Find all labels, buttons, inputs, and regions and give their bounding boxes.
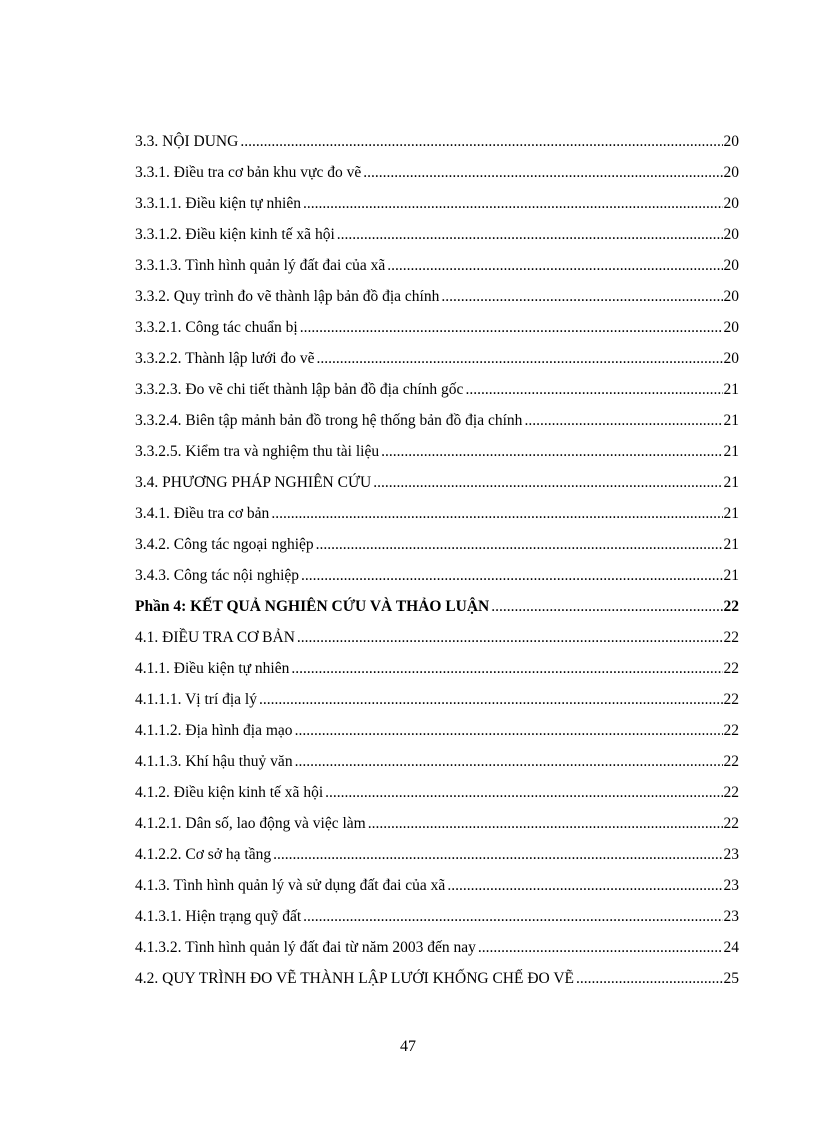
toc-entry-title: 4.2. QUY TRÌNH ĐO VẼ THÀNH LẬP LƯỚI KHỐNG CHẾ ĐO VẼ [135, 970, 574, 987]
toc-entry-title: 4.1.3.1. Hiện trạng quỹ đất [135, 908, 302, 925]
toc-leader-dots [368, 813, 723, 835]
toc-leader-dots [273, 844, 722, 866]
toc-leader-dots [303, 193, 723, 215]
toc-entry [135, 782, 739, 813]
toc-entry-page: 23 [723, 877, 739, 894]
toc-entry [135, 875, 739, 906]
toc-entry [135, 534, 739, 565]
toc-entry-page: 23 [723, 908, 739, 925]
toc-leader-dots [373, 472, 722, 494]
toc-entry-title: 3.4.2. Công tác ngoại nghiệp [135, 536, 314, 553]
toc-leader-dots [301, 565, 722, 587]
toc-entry-title: 3.3.2.5. Kiểm tra và nghiệm thu tài liệu [135, 443, 380, 460]
toc-leader-dots [300, 317, 723, 339]
toc-entry [135, 906, 739, 937]
toc-entry-title: 3.3.1.3. Tình hình quản lý đất đai của xã [135, 257, 386, 274]
toc-entry-page: 20 [723, 257, 739, 274]
toc-leader-dots [259, 689, 723, 711]
toc-leader-dots [478, 937, 723, 959]
toc-entry-title: Phần 4: KẾT QUẢ NGHIÊN CỨU VÀ THẢO LUẬN [135, 598, 490, 615]
toc-entry-page: 22 [723, 598, 739, 615]
toc-entry-title: 4.1.2.1. Dân số, lao động và việc làm [135, 815, 366, 832]
toc-leader-dots [240, 131, 722, 153]
toc-entry-title: 4.1.3.2. Tình hình quản lý đất đai từ năm 2003 đến nay [135, 939, 476, 956]
toc-entry-page: 22 [723, 691, 739, 708]
toc-entry-title: 3.3.2. Quy trình đo vẽ thành lập bản đồ địa chính [135, 288, 440, 305]
toc-entry-title: 3.4.3. Công tác nội nghiệp [135, 567, 300, 584]
toc-entry [135, 162, 739, 193]
toc-entry-title: 3.3.2.4. Biên tập mảnh bản đồ trong hệ thống bản đồ địa chính [135, 412, 523, 429]
toc-entry [135, 441, 739, 472]
toc-leader-dots [465, 379, 722, 401]
toc-entry-page: 20 [723, 133, 739, 150]
toc-entry-page: 22 [723, 815, 739, 832]
toc-entry-title: 3.3.2.1. Công tác chuẩn bị [135, 319, 298, 336]
toc-entry-page: 20 [723, 350, 739, 367]
toc-entry-title: 3.3. NỘI DUNG [135, 133, 239, 150]
toc-entry-page: 22 [723, 753, 739, 770]
toc-entry-page: 21 [723, 381, 739, 398]
toc-leader-dots [316, 534, 723, 556]
toc-entry [135, 224, 739, 255]
toc-entry-title: 4.1.1. Điều kiện tự nhiên [135, 660, 290, 677]
toc-entry-title: 3.3.1.1. Điều kiện tự nhiên [135, 195, 301, 212]
toc-leader-dots [295, 751, 723, 773]
toc-entry-page: 22 [723, 660, 739, 677]
toc-entry-title: 4.1. ĐIỀU TRA CƠ BẢN [135, 629, 295, 646]
toc-entry [135, 503, 739, 534]
toc-entry-title: 4.1.1.1. Vị trí địa lý [135, 691, 257, 708]
toc-entry [135, 813, 739, 844]
toc-leader-dots [297, 627, 723, 649]
toc-entry [135, 720, 739, 751]
toc-leader-dots [295, 720, 723, 742]
toc-entry [135, 193, 739, 224]
toc-leader-dots [524, 410, 722, 432]
toc-entry [135, 317, 739, 348]
toc-entry-page: 20 [723, 319, 739, 336]
toc-entry-page: 25 [723, 970, 739, 987]
toc-entry-page: 21 [723, 536, 739, 553]
toc-entry-page: 21 [723, 412, 739, 429]
toc-leader-dots [291, 658, 722, 680]
toc-entry-page: 20 [723, 164, 739, 181]
toc-entry [135, 937, 739, 968]
toc-leader-dots [576, 968, 723, 990]
toc-entry-title: 4.1.1.2. Địa hình địa mạo [135, 722, 293, 739]
toc-entry-page: 21 [723, 474, 739, 491]
toc-entry-page: 23 [723, 846, 739, 863]
toc-leader-dots [447, 875, 722, 897]
table-of-contents [135, 131, 739, 999]
toc-entry-title: 4.1.2. Điều kiện kinh tế xã hội [135, 784, 324, 801]
toc-entry-title: 3.3.2.3. Đo vẽ chi tiết thành lập bản đồ địa chính gốc [135, 381, 464, 398]
toc-leader-dots [363, 162, 722, 184]
toc-entry-title: 3.3.1.2. Điều kiện kinh tế xã hội [135, 226, 335, 243]
toc-entry-title: 4.1.3. Tình hình quản lý và sử dụng đất đai của xã [135, 877, 446, 894]
toc-entry-page: 20 [723, 288, 739, 305]
toc-leader-dots [271, 503, 722, 525]
toc-entry [135, 286, 739, 317]
toc-entry-page: 22 [723, 629, 739, 646]
toc-entry [135, 751, 739, 782]
toc-entry-title: 3.4. PHƯƠNG PHÁP NGHIÊN CỨU [135, 474, 372, 491]
toc-entry [135, 689, 739, 720]
toc-entry [135, 565, 739, 596]
toc-entry-page: 21 [723, 567, 739, 584]
toc-leader-dots [316, 348, 722, 370]
toc-entry [135, 627, 739, 658]
toc-entry [135, 131, 739, 162]
toc-leader-dots [325, 782, 722, 804]
toc-entry-page: 20 [723, 195, 739, 212]
toc-entry-title: 4.1.2.2. Cơ sở hạ tầng [135, 846, 272, 863]
toc-leader-dots [381, 441, 722, 463]
toc-entry-page: 22 [723, 722, 739, 739]
toc-entry-page: 21 [723, 505, 739, 522]
toc-entry-page: 22 [723, 784, 739, 801]
toc-entry [135, 255, 739, 286]
toc-entry [135, 410, 739, 441]
toc-leader-dots [441, 286, 722, 308]
toc-entry-title: 3.3.2.2. Thành lập lưới đo vẽ [135, 350, 315, 367]
toc-entry [135, 596, 739, 627]
toc-entry [135, 379, 739, 410]
toc-entry [135, 472, 739, 503]
toc-leader-dots [337, 224, 723, 246]
toc-entry [135, 844, 739, 875]
toc-entry-page: 24 [723, 939, 739, 956]
toc-leader-dots [491, 596, 722, 618]
toc-entry [135, 658, 739, 689]
toc-entry-title: 3.3.1. Điều tra cơ bản khu vực đo vẽ [135, 164, 362, 181]
toc-entry-title: 3.4.1. Điều tra cơ bản [135, 505, 270, 522]
toc-entry [135, 348, 739, 379]
page-number: 47 [400, 1038, 416, 1055]
toc-leader-dots [387, 255, 722, 277]
toc-entry [135, 968, 739, 999]
toc-leader-dots [303, 906, 722, 928]
toc-entry-title: 4.1.1.3. Khí hậu thuỷ văn [135, 753, 293, 770]
toc-entry-page: 20 [723, 226, 739, 243]
toc-entry-page: 21 [723, 443, 739, 460]
